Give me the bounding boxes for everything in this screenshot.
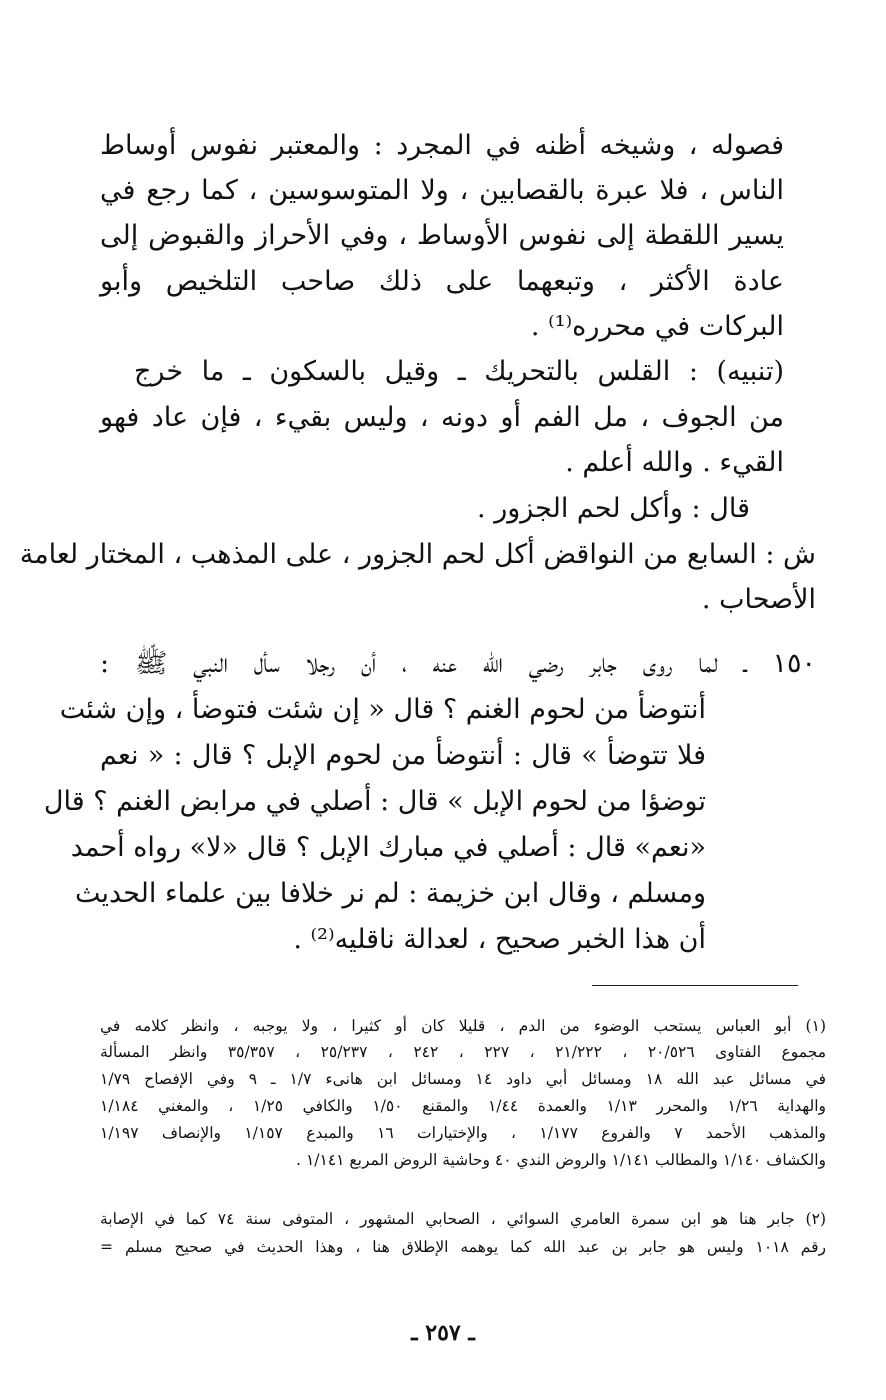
footnote-line: (٢) جابر هنا هو ابن سمرة العامري السوائي ، الصحابي المشهور ، المتوفى سنة ٧٤ كما في الإصابة — [100, 1210, 826, 1228]
text-line: عادة الأكثر ، وتبعهما على ذلك صاحب التلخيص وأبو — [100, 266, 784, 297]
footnote-line: والكشاف ١/١٤٠ والمطالب ١/١٤١ والروض الندي ٤٠ وحاشية الروض المربع ١/١٤١ . — [296, 1151, 826, 1169]
footnote-line: مجموع الفتاوى ٢٠/٥٢٦ ، ٢١/٢٢٢ ، ٢٢٧ ، ٢٤٢ ، ٢٥/٢٣٧ ، ٣٥/٣٥٧ وانظر المسألة — [100, 1043, 826, 1061]
footnote-line: والهداية ١/٢٦ والمحرر ١/١٣ والعمدة ١/٤٤ والمقنع ١/٥٠ والكافي ١/٢٥ ، والمغني ١/١٨٤ — [100, 1097, 826, 1115]
text-line: ومسلم ، وقال ابن خزيمة : لم نر خلافا بين علماء الحديث — [75, 878, 706, 909]
text-line: ش : السابع من النواقض أكل لحم الجزور ، على المذهب ، المختار لعامة — [19, 539, 816, 570]
text-line: القيء . والله أعلم . — [565, 447, 784, 478]
footnote-line: رقم ١٠١٨ وليس هو جابر بن عبد الله كما يوهمه الإطلاق هنا ، وهذا الحديث في صحيح مسلم = — [100, 1238, 826, 1256]
text-line: توضؤا من لحوم الإبل » قال : أصلي في مرابض الغنم ؟ قال — [43, 786, 706, 817]
text-line: فلا تتوضأ » قال : أنتوضأ من لحوم الإبل ؟ قال : « نعم — [100, 740, 706, 771]
footnote-line: (١) أبو العباس يستحب الوضوء من الدم ، قليلا كان أو كثيرا ، ولا يوجبه ، وانظر كلامه في — [100, 1017, 826, 1035]
text-line: الناس ، فلا عبرة بالقصابين ، ولا المتوسوسين ، كما رجع في — [100, 175, 784, 206]
text-line: ١٥٠ ـ لما روى جابر رضي الله عنه ، أن رجلا سأل النبي ﷺ : — [100, 648, 816, 679]
text-line: قال : وأكل لحم الجزور . — [477, 493, 750, 524]
page-number: ـ ٢٥٧ ـ — [411, 1320, 475, 1346]
text-line: «نعم» قال : أصلي في مبارك الإبل ؟ قال «لا» رواه أحمد — [70, 832, 706, 863]
footnote-separator — [592, 985, 798, 986]
text-line: (تنبيه) : القلس بالتحريك ـ وقيل بالسكون ـ ما خرج — [134, 356, 784, 387]
text-line: فصوله ، وشيخه أظنه في المجرد : والمعتبر نفوس أوساط — [100, 130, 784, 161]
text-line: من الجوف ، مل الفم أو دونه ، وليس بقيء ، فإن عاد فهو — [100, 402, 784, 433]
footnote-line: والمذهب الأحمد ٧ والفروع ١/١٧٧ ، والإختيارات ١٦ والمبدع ١/١٥٧ والإنصاف ١/١٩٧ — [100, 1124, 827, 1142]
footnote-line: في مسائل عبد الله ١٨ ومسائل أبي داود ١٤ ومسائل ابن هانىء ١/٧ ـ ٩ وفي الإفصاح ١/٧٩ — [100, 1070, 826, 1088]
text-line: أن هذا الخبر صحيح ، لعدالة ناقليه⁽²⁾ . — [293, 924, 706, 955]
text-line: يسير اللقطة إلى نفوس الأوساط ، وفي الأحراز والقبوض إلى — [100, 220, 784, 251]
text-line: أنتوضأ من لحوم الغنم ؟ قال « إن شئت فتوضأ ، وإن شئت — [59, 694, 706, 725]
text-line: البركات في محرره⁽¹⁾ . — [530, 311, 784, 342]
text-line: الأصحاب . — [701, 584, 816, 615]
